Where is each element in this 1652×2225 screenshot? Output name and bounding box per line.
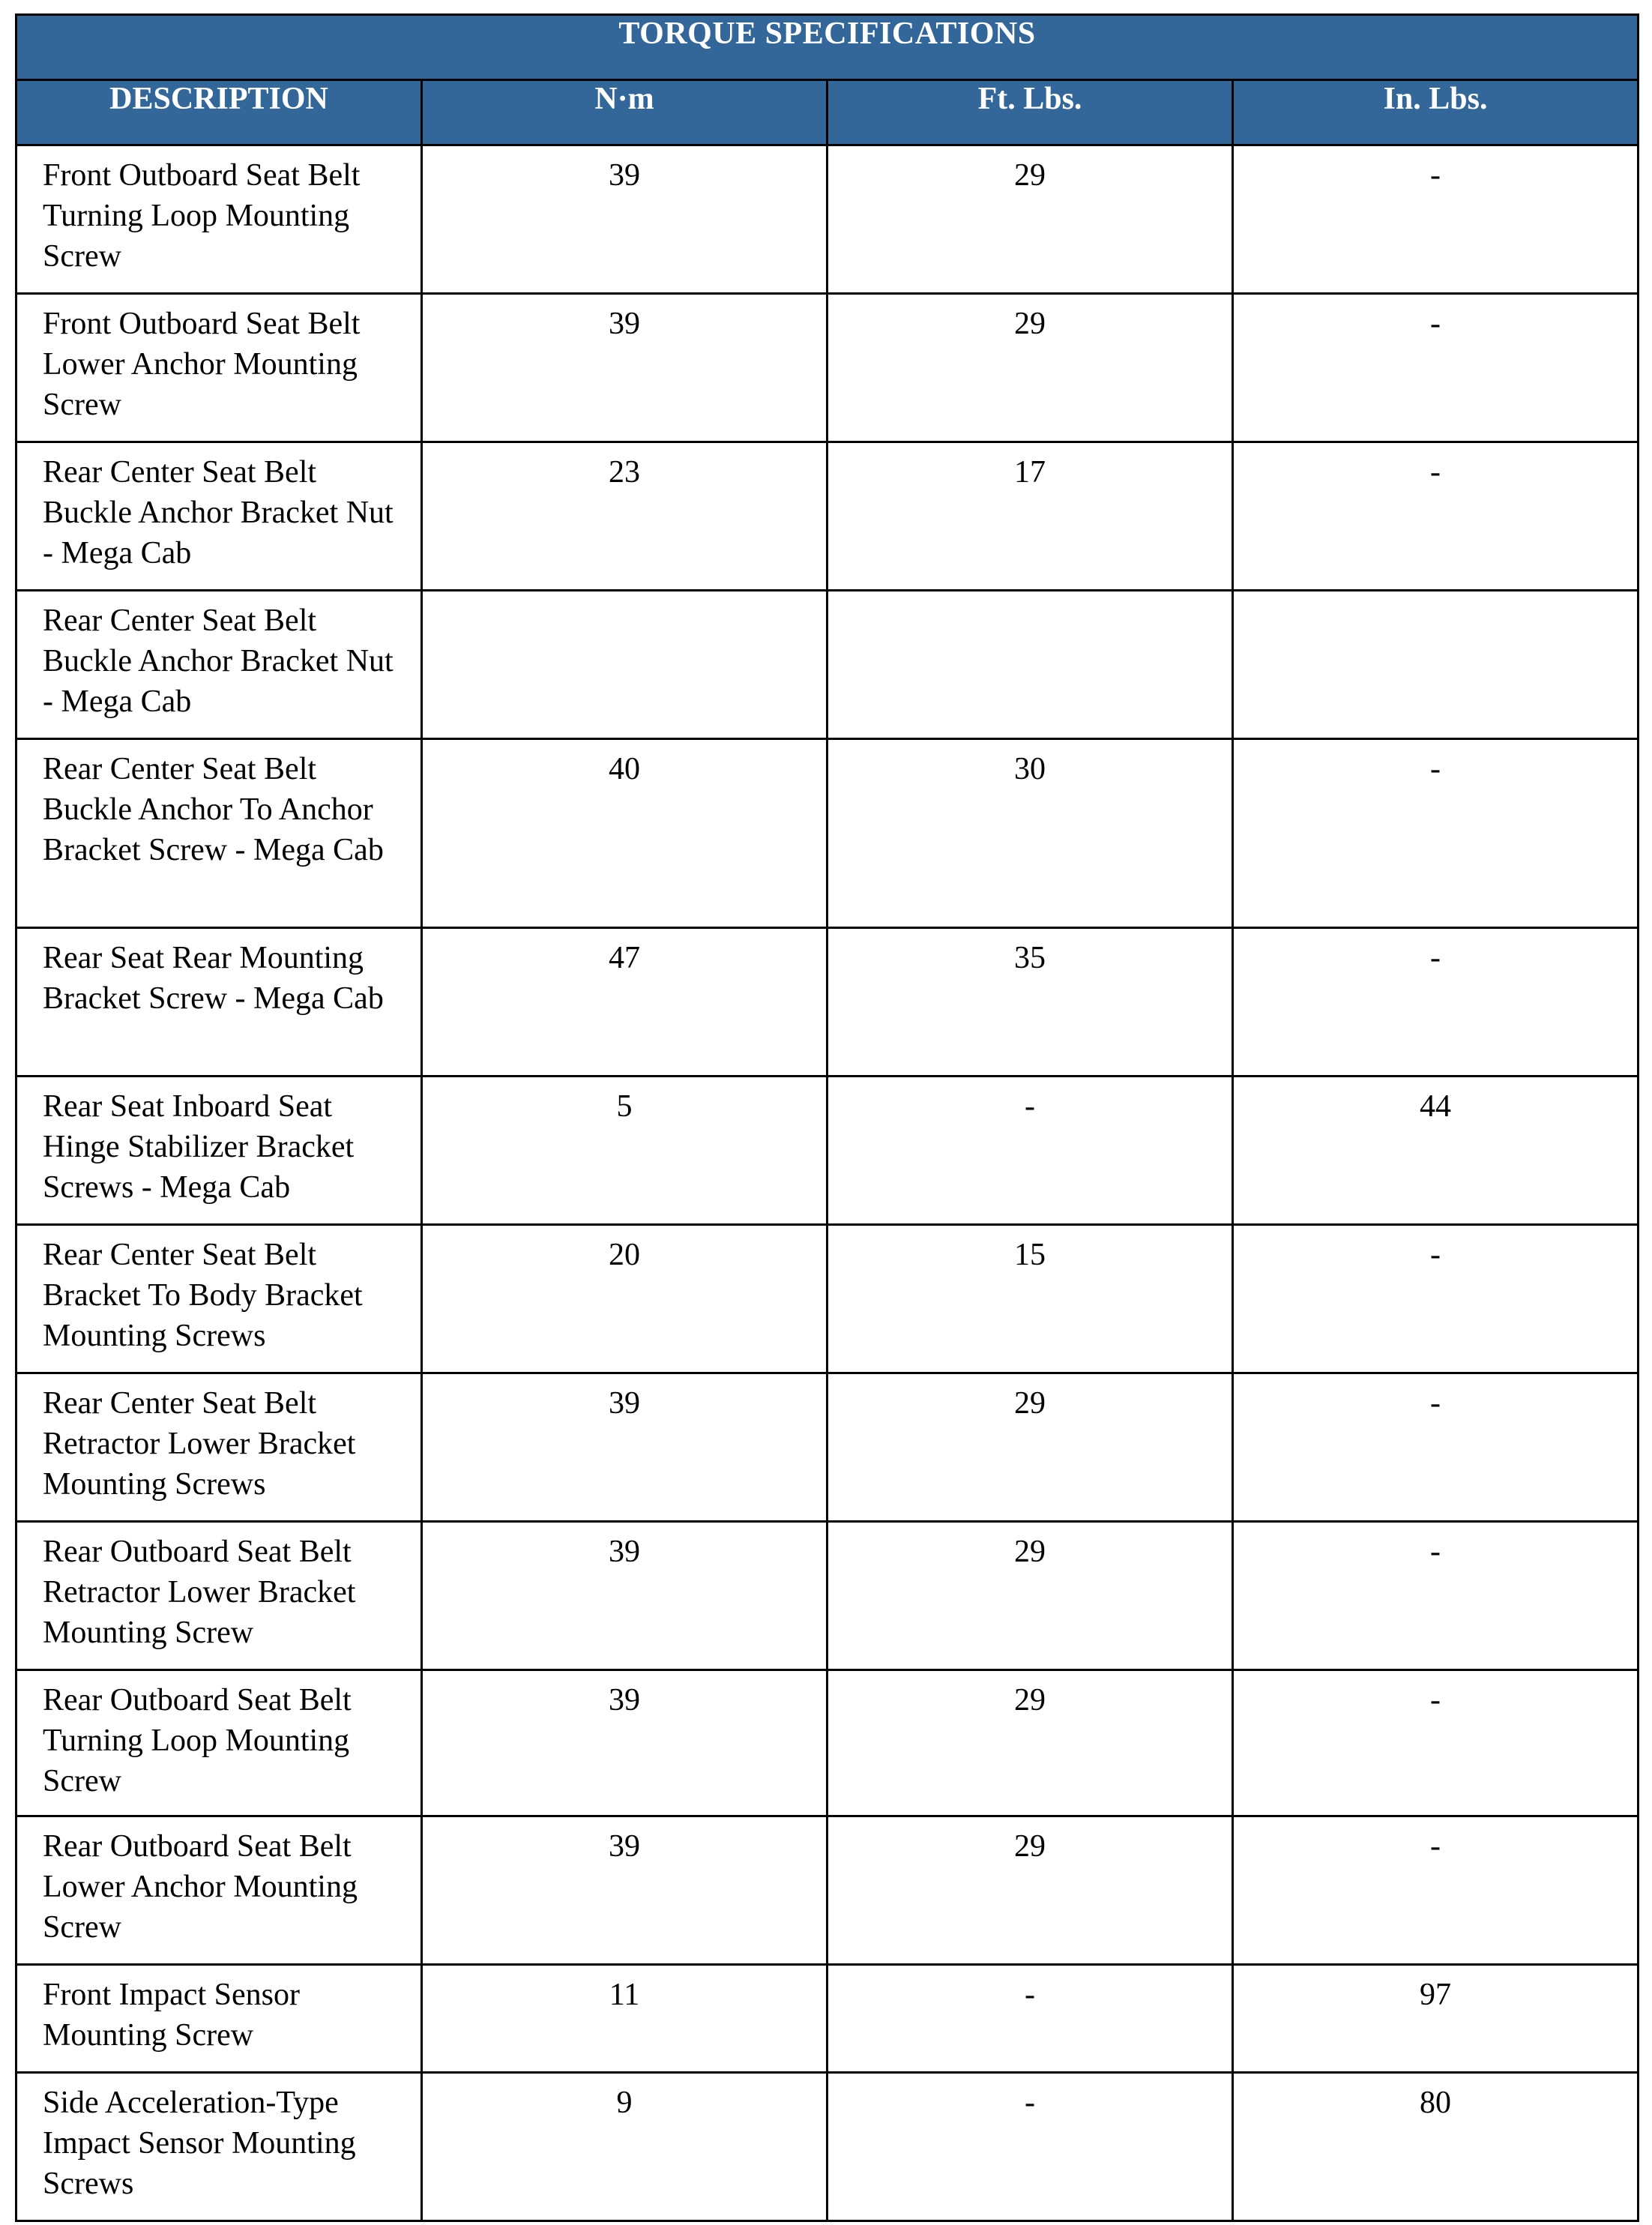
torque-spec-table (15, 13, 1639, 2222)
ft-lbs-cell: - (827, 2073, 1233, 2221)
ft-lbs-cell (827, 591, 1233, 739)
table-row (16, 591, 1639, 739)
nm-cell: 39 (422, 1522, 827, 1670)
in-lbs-cell: - (1233, 145, 1639, 294)
in-lbs-cell: - (1233, 1373, 1639, 1522)
in-lbs-cell: - (1233, 442, 1639, 591)
ft-lbs-cell: 29 (827, 294, 1233, 442)
table-row (16, 145, 1639, 294)
description-cell: Rear Outboard Seat Belt Retractor Lower Bracket Mounting Screw (16, 1522, 422, 1670)
nm-cell: 39 (422, 294, 827, 442)
description-cell: Rear Center Seat Belt Bracket To Body Bracket Mounting Screws (16, 1225, 422, 1373)
column-header-nm: N·m (422, 80, 827, 145)
in-lbs-cell: - (1233, 1522, 1639, 1670)
description-cell: Front Outboard Seat Belt Turning Loop Mounting Screw (16, 145, 422, 294)
table-title: TORQUE SPECIFICATIONS (16, 15, 1639, 80)
description-cell: Rear Center Seat Belt Retractor Lower Bracket Mounting Screws (16, 1373, 422, 1522)
table-row (16, 294, 1639, 442)
ft-lbs-cell: 15 (827, 1225, 1233, 1373)
nm-cell: 39 (422, 145, 827, 294)
in-lbs-cell: 80 (1233, 2073, 1639, 2221)
table-row (16, 1522, 1639, 1670)
description-cell: Rear Seat Inboard Seat Hinge Stabilizer Bracket Screws - Mega Cab (16, 1077, 422, 1225)
description-cell: Rear Center Seat Belt Buckle Anchor To Anchor Bracket Screw - Mega Cab (16, 739, 422, 928)
ft-lbs-cell: 30 (827, 739, 1233, 928)
in-lbs-cell: - (1233, 1816, 1639, 1965)
description-cell: Front Outboard Seat Belt Lower Anchor Mounting Screw (16, 294, 422, 442)
nm-cell: 23 (422, 442, 827, 591)
in-lbs-cell: 97 (1233, 1965, 1639, 2073)
in-lbs-cell: - (1233, 294, 1639, 442)
ft-lbs-cell: 29 (827, 1670, 1233, 1816)
in-lbs-cell: - (1233, 928, 1639, 1077)
nm-cell: 40 (422, 739, 827, 928)
nm-cell: 9 (422, 2073, 827, 2221)
table-row (16, 1816, 1639, 1965)
in-lbs-cell: - (1233, 1225, 1639, 1373)
ft-lbs-cell: 17 (827, 442, 1233, 591)
ft-lbs-cell: 29 (827, 145, 1233, 294)
ft-lbs-cell: 35 (827, 928, 1233, 1077)
column-header-description: DESCRIPTION (16, 80, 422, 145)
description-cell: Front Impact Sensor Mounting Screw (16, 1965, 422, 2073)
description-cell: Side Acceleration-Type Impact Sensor Mounting Screws (16, 2073, 422, 2221)
table-row (16, 928, 1639, 1077)
table-row (16, 1965, 1639, 2073)
in-lbs-cell: - (1233, 739, 1639, 928)
in-lbs-cell: - (1233, 1670, 1639, 1816)
nm-cell: 47 (422, 928, 827, 1077)
description-cell: Rear Seat Rear Mounting Bracket Screw - Mega Cab (16, 928, 422, 1077)
ft-lbs-cell: - (827, 1077, 1233, 1225)
column-header-in-lbs: In. Lbs. (1233, 80, 1639, 145)
table-title-row (16, 15, 1639, 80)
nm-cell: 20 (422, 1225, 827, 1373)
description-cell: Rear Center Seat Belt Buckle Anchor Bracket Nut - Mega Cab (16, 591, 422, 739)
nm-cell: 39 (422, 1373, 827, 1522)
description-cell: Rear Outboard Seat Belt Lower Anchor Mounting Screw (16, 1816, 422, 1965)
nm-cell (422, 591, 827, 739)
ft-lbs-cell: 29 (827, 1522, 1233, 1670)
nm-cell: 39 (422, 1816, 827, 1965)
ft-lbs-cell: 29 (827, 1816, 1233, 1965)
description-cell: Rear Center Seat Belt Buckle Anchor Bracket Nut - Mega Cab (16, 442, 422, 591)
ft-lbs-cell: 29 (827, 1373, 1233, 1522)
ft-lbs-cell: - (827, 1965, 1233, 2073)
column-header-row (16, 80, 1639, 145)
table-row (16, 1225, 1639, 1373)
description-cell: Rear Outboard Seat Belt Turning Loop Mounting Screw (16, 1670, 422, 1816)
nm-cell: 5 (422, 1077, 827, 1225)
table-row (16, 1373, 1639, 1522)
table-row (16, 2073, 1639, 2221)
nm-cell: 39 (422, 1670, 827, 1816)
table-row (16, 1077, 1639, 1225)
table-row (16, 442, 1639, 591)
in-lbs-cell: 44 (1233, 1077, 1639, 1225)
table-row (16, 739, 1639, 928)
table-row (16, 1670, 1639, 1816)
nm-cell: 11 (422, 1965, 827, 2073)
column-header-ft-lbs: Ft. Lbs. (827, 80, 1233, 145)
in-lbs-cell (1233, 591, 1639, 739)
